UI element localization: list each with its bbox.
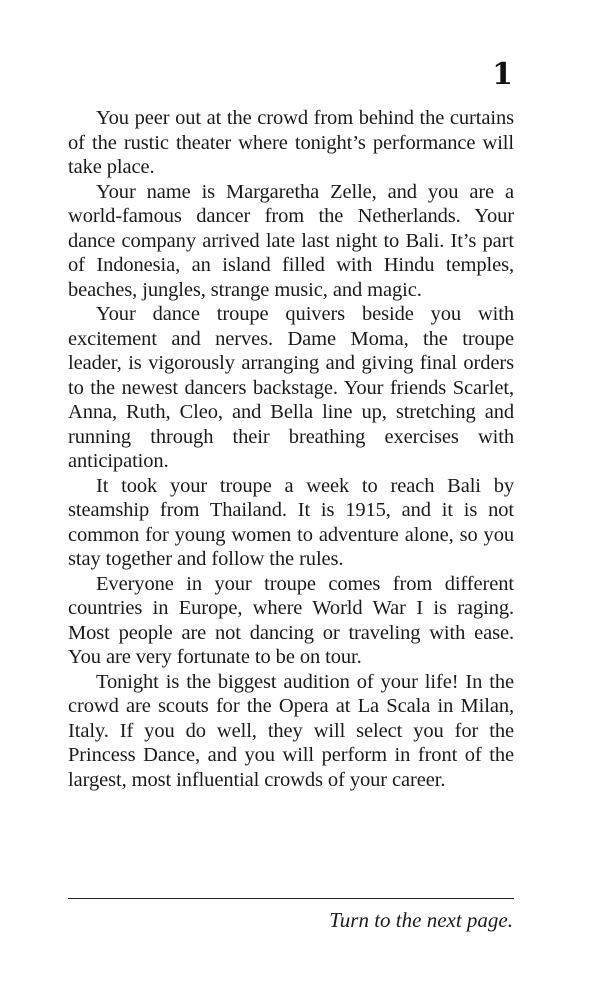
paragraph-1: You peer out at the crowd from behind the curtains of the rustic theater where tonight’s performance will take place. <box>68 107 514 178</box>
paragraph-5: Everyone in your troupe comes from different countries in Europe, where World War I is raging. Most people are not dancing or traveling with ease. You are very fortunate to be on tour. <box>68 572 514 668</box>
footer-divider <box>68 898 514 899</box>
story-text <box>68 106 514 792</box>
paragraph-6: Tonight is the biggest audition of your life! In the crowd are scouts for the Opera at La Scala in Milan, Italy. If you do well, they will select you for the Princess Dance, and you will perform in front of the largest, most influential crowds of your career. <box>68 670 514 791</box>
page-number: 1 <box>492 57 513 92</box>
paragraph-4: It took your troupe a week to reach Bali by steamship from Thailand. It is 1915, and it is not common for young women to adventure alone, so you stay together and follow the rules. <box>68 474 514 570</box>
paragraph-3: Your dance troupe quivers beside you with excitement and nerves. Dame Moma, the troupe leader, is vigorously arranging and giving final orders to the newest dancers backstage. Your friends Scarlet, Anna, Ruth, Cleo, and Bella line up, stretching and running through their breathing exercises with anticipation. <box>68 303 514 472</box>
turn-page-note: Turn to the next page. <box>329 908 513 932</box>
paragraph-2: Your name is Margaretha Zelle, and you are a world-famous dancer from the Netherlands. Your dance company arrived late last night to Bali. It’s part of Indonesia, an island filled with Hindu temples, beaches, jungles, strange music, and magic. <box>68 180 514 301</box>
